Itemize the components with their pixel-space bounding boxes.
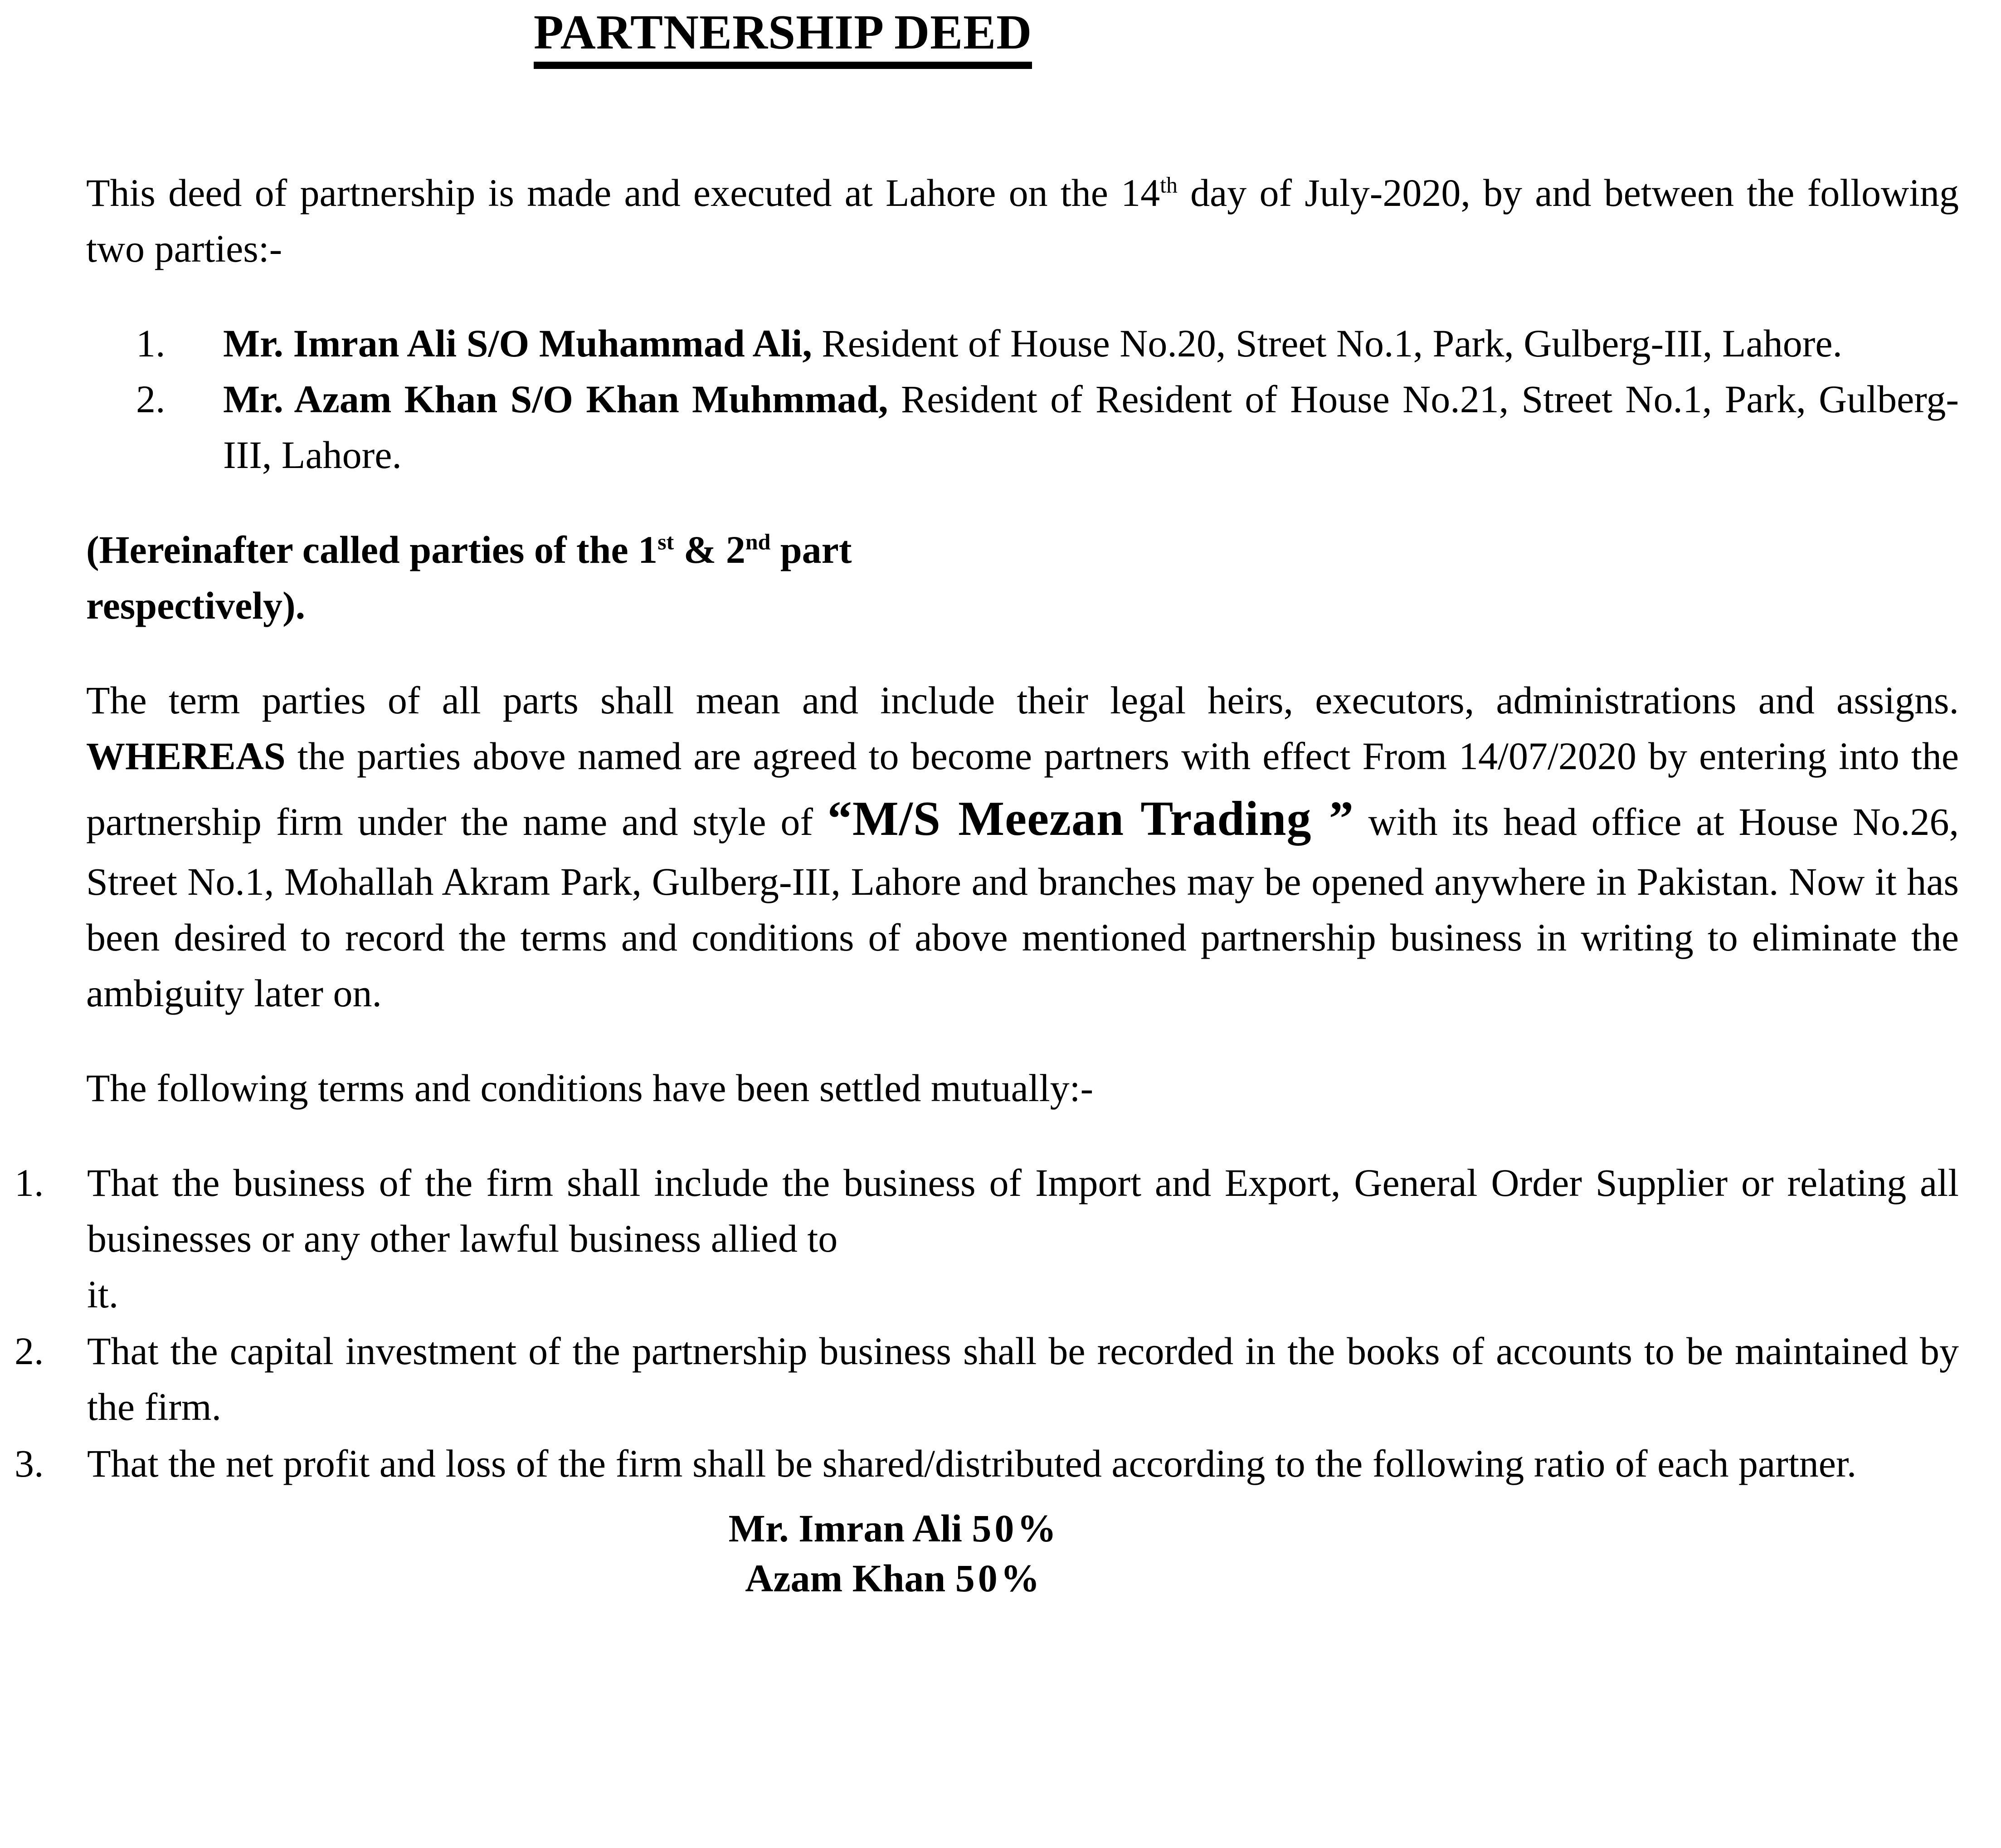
list-marker: 1.	[15, 1161, 44, 1205]
intro-ordinal-suffix: th	[1160, 172, 1178, 198]
second-ordinal-suffix: nd	[745, 529, 771, 555]
whereas-keyword: WHEREAS	[86, 734, 286, 778]
terms-list	[15, 1155, 1959, 1492]
hereinafter-part2: & 2	[674, 528, 745, 572]
ratio-partner-name: Mr. Imran Ali	[728, 1507, 972, 1551]
whereas-segment-3: with its head office at House No.26, Street No.1, Mohallah Akram Park, Gulberg-III, Lahore and branches may be opened anywhere in Pakistan. Now it has been desired to record the terms and conditions of above mentioned partnership business in writing to eliminate the ambiguity later on.	[86, 800, 1959, 1015]
hereinafter-line2: respectively).	[86, 584, 306, 627]
term-text: That the net profit and loss of the firm shall be shared/distributed according to the following ratio of each partner.	[87, 1442, 1857, 1486]
page-title: PARTNERSHIP DEED	[534, 5, 1032, 69]
parties-list	[136, 316, 1959, 483]
list-item	[15, 1436, 1959, 1492]
term-text-tail: it.	[87, 1273, 119, 1317]
list-item	[136, 371, 1959, 483]
party-address: Resident of House No.20, Street No.1, Park, Gulberg-III, Lahore.	[812, 322, 1843, 366]
hereinafter-clause	[86, 522, 1434, 634]
ratio-row	[0, 1503, 2001, 1553]
ratio-percent: 50%	[972, 1507, 1060, 1551]
page-title-container	[0, 5, 2001, 69]
term-text: That the capital investment of the partnership business shall be recorded in the books of accounts to be maintained by the firm.	[87, 1329, 1959, 1429]
list-item	[136, 316, 1959, 371]
whereas-segment-1: The term parties of all parts shall mean and include their legal heirs, executors, administrations and assigns.	[86, 678, 1959, 722]
intro-paragraph	[86, 165, 1959, 277]
party-name: Mr. Imran Ali S/O Muhammad Ali,	[223, 322, 812, 366]
party-address: Resident of Resident of House No.21, Street No.1, Park, Gulberg-III, Lahore.	[223, 377, 1959, 477]
list-marker: 3.	[15, 1442, 44, 1486]
hereinafter-part1: (Hereinafter called parties of the 1	[86, 528, 658, 572]
term-text: That the business of the firm shall include the business of Import and Export, General Order Supplier or relating all businesses or any other lawful business allied to	[87, 1161, 1959, 1261]
whereas-paragraph	[86, 673, 1959, 1021]
first-ordinal-suffix: st	[657, 529, 674, 555]
firm-name: “M/S Meezan Trading ”	[827, 791, 1354, 846]
ratio-percent: 50%	[955, 1556, 1043, 1600]
list-marker: 1.	[136, 322, 166, 366]
party-name: Mr. Azam Khan S/O Khan Muhmmad,	[223, 377, 888, 421]
ratio-partner-name: Azam Khan	[745, 1556, 955, 1600]
intro-text-part2: day of July-2020, by and between the following two parties:-	[86, 171, 1959, 271]
list-marker: 2.	[15, 1329, 44, 1373]
settled-mutually-line: The following terms and conditions have been settled mutually:-	[86, 1066, 1094, 1110]
ratio-row	[0, 1553, 2001, 1603]
list-item	[15, 1155, 1959, 1322]
document-page	[0, 5, 2001, 1848]
hereinafter-part3: part	[770, 528, 852, 572]
list-item	[15, 1323, 1959, 1435]
whereas-segment-2: the parties above named are agreed to become partners with effect From 14/07/2020 by entering into the partnership firm under the name and style of	[86, 734, 1959, 844]
intro-text-part1: This deed of partnership is made and executed at Lahore on the 14	[86, 171, 1160, 215]
profit-sharing-ratios	[0, 1503, 2001, 1603]
list-marker: 2.	[136, 377, 166, 421]
